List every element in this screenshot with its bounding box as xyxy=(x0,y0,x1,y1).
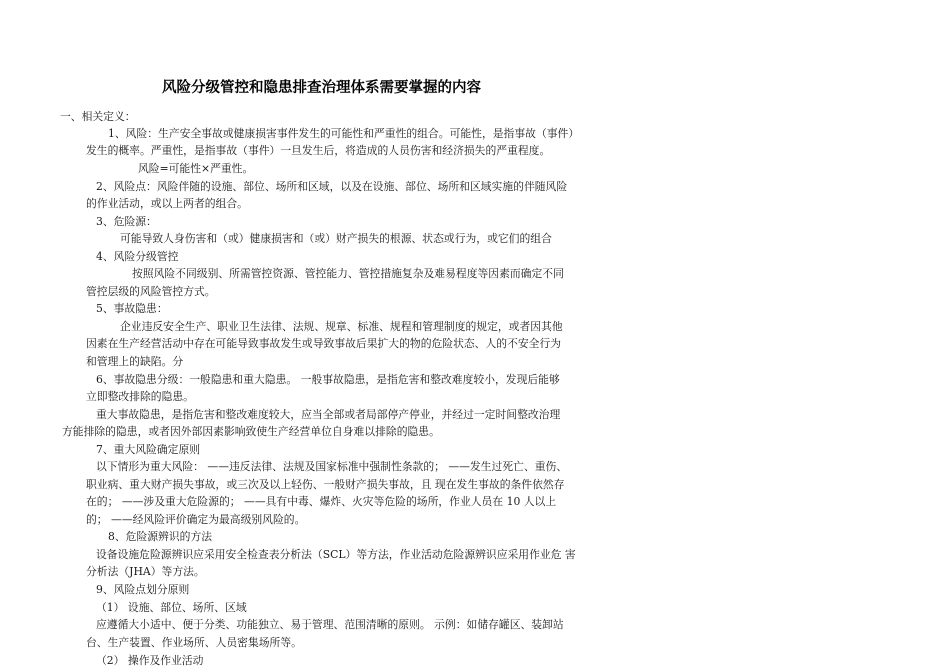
paragraph-line: 的作业活动，或以上两者的组合。 xyxy=(86,197,248,210)
paragraph-line: 方能排除的隐患，或者因外部因素影响致使生产经营单位自身难以排除的隐患。 xyxy=(62,425,440,438)
paragraph-line: 重大事故隐患，是指危害和整改难度较大，应当全部或者局部停产停业，并经过一定时间整改治理 xyxy=(96,408,561,421)
paragraph-line: 6、事故隐患分级：一般隐患和重大隐患。 一般事故隐患，是指危害和整改难度较小，发现后能够 xyxy=(96,373,560,386)
item-heading: 5、事故隐患： xyxy=(96,302,168,315)
paragraph-line: 以下情形为重大风险： ——违反法律、法规及国家标准中强制性条款的； ——发生过死亡、重伤、 xyxy=(96,460,568,473)
paragraph-line: 在的； ——涉及重大危险源的； ——具有中毒、爆炸、火灾等危险的场所，作业人员在 10 人以上 xyxy=(86,495,557,508)
paragraph-line: 1、风险：生产安全事故或健康损害事件发生的可能性和严重性的组合。可能性，是指事故（事件） xyxy=(108,127,580,140)
paragraph-line: 分析法（JHA）等方法。 xyxy=(86,565,205,578)
paragraph-line: 和管理上的缺陷。分 xyxy=(86,355,184,368)
paragraph-line: 台、生产装置、作业场所、人员密集场所等。 xyxy=(86,636,302,649)
paragraph-line: 设备设施危险源辨识应采用安全检查表分析法（SCL）等方法，作业活动危险源辨识应采用作业危 害 xyxy=(96,548,576,561)
paragraph-line: 应遵循大小适中、便于分类、功能独立、易于管理、范围清晰的原则。 示例：如储存罐区、装卸站 xyxy=(96,618,564,631)
paragraph-line: 可能导致人身伤害和（或）健康损害和（或）财产损失的根源、状态或行为，或它们的组合 xyxy=(120,232,552,245)
document-title: 风险分级管控和隐患排查治理体系需要掌握的内容 xyxy=(162,80,481,96)
paragraph-line: 管控层级的风险管控方式。 xyxy=(86,285,216,298)
paragraph-line: 的； ——经风险评价确定为最高级别风险的。 xyxy=(86,513,306,526)
section-heading: 一、相关定义： xyxy=(60,110,136,123)
sub-item-heading: （2） 操作及作业活动 xyxy=(96,654,204,667)
paragraph-line: 发生的概率。严重性，是指事故（事件）一旦发生后，将造成的人员伤害和经济损失的严重程度。 xyxy=(86,144,551,157)
paragraph-line: 2、风险点：风险伴随的设施、部位、场所和区域，以及在设施、部位、场所和区域实施的伴随风险 xyxy=(96,180,568,193)
sub-item-heading: （1） 设施、部位、场所、区域 xyxy=(96,601,247,614)
item-heading: 8、危险源辨识的方法 xyxy=(108,530,213,543)
formula-line: 风险=可能性×严重性。 xyxy=(138,162,254,175)
paragraph-line: 按照风险不同级别、所需管控资源、管控能力、管控措施复杂及难易程度等因素而确定不同 xyxy=(132,267,564,280)
item-heading: 9、风险点划分原则 xyxy=(96,583,190,596)
paragraph-line: 职业病、重大财产损失事故，或三次及以上轻伤、一般财产损失事故，且 现在发生事故的条件依然存 xyxy=(86,478,565,491)
paragraph-line: 企业违反安全生产、职业卫生法律、法规、规章、标准、规程和管理制度的规定，或者因其他 xyxy=(120,320,563,333)
item-heading: 3、危险源： xyxy=(96,215,157,228)
item-heading: 4、风险分级管控 xyxy=(96,250,179,263)
paragraph-line: 因素在生产经营活动中存在可能导致事故发生或导致事故后果扩大的物的危险状态、人的不安全行为 xyxy=(86,337,562,350)
item-heading: 7、重大风险确定原则 xyxy=(96,443,201,456)
paragraph-line: 立即整改排除的隐患。 xyxy=(86,390,194,403)
